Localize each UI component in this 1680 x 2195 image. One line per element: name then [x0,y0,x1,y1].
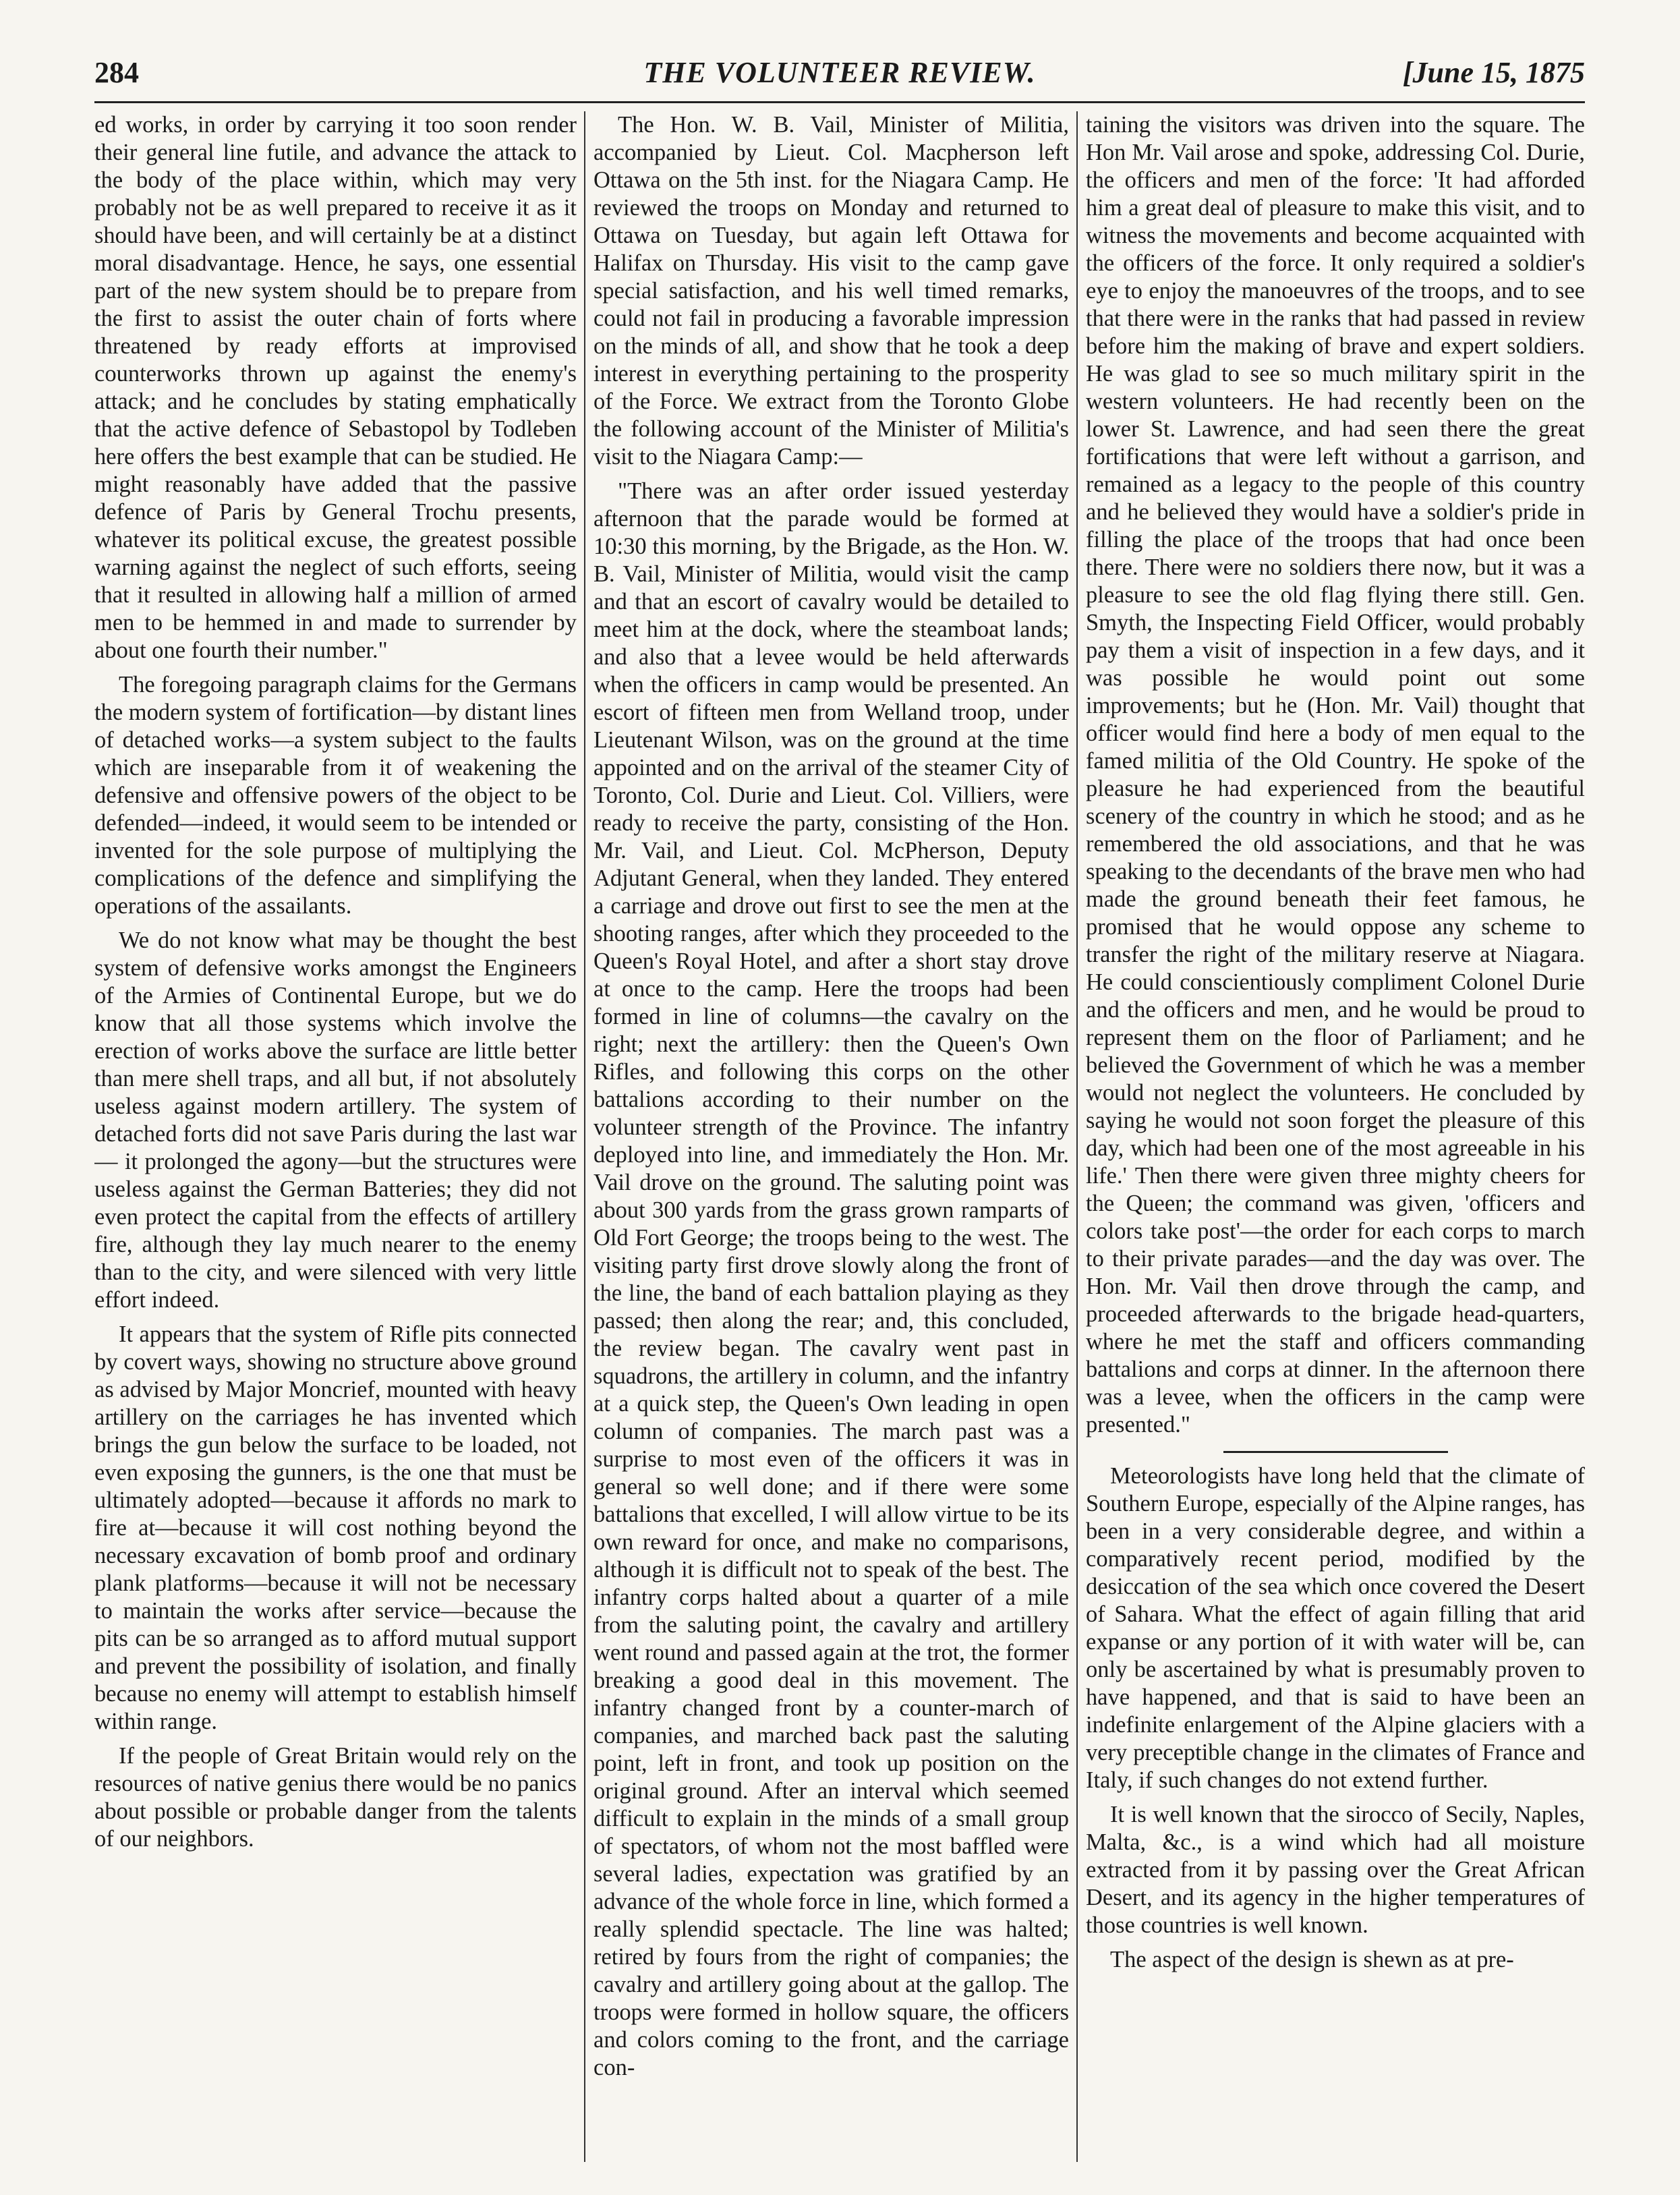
page-number: 284 [94,56,139,89]
column-divider [584,111,585,2162]
paragraph: taining the visitors was driven into the square. The Hon Mr. Vail arose and spoke, addressing Col. Durie, the officers and men of the force: 'It had afforded him a great deal of pleasure to make this visit, and to witness the movements and become acquainted with the officers of the force. It only required a soldier's eye to enjoy the manoeuvres of the troops, and to see that there were in the ranks that had passed in review before him the making of brave and expert soldiers. He was glad to see so much military spirit in the western volunteers. He had recently been on the lower St. Lawrence, and had seen there the great fortifications that were left without a garrison, and remained as a legacy to the people of this country and he believed they would have a soldier's pride in filling the place of the troops that had once been there. There were no soldiers there now, but it was a pleasure to see the old flag flying there still. Gen. Smyth, the Inspecting Field Officer, would probably pay them a visit of inspection in a few days, and it was possible he would point out some improvements; but he (Hon. Mr. Vail) thought that officer would find here a body of men equal to the famed militia of the Old Country. He spoke of the pleasure he had experienced from the beautiful scenery of the country in which he stood; and as he remembered the old associations, and that he was speaking to the decendants of the brave men who had made the ground beneath their feet famous, he promised that he would oppose any scheme to transfer the right of the military reserve at Niagara. He could conscientiously compliment Colonel Durie and the officers and men, and he would be proud to represent them on the floor of Parliament; and he believed the Government of which he was a member would not neglect the volunteers. He concluded by saying he would not soon forget the pleasure of this day, which had been one of the most agreeable in his life.' Then there were given three mighty cheers for the Queen; the command was given, 'officers and colors take post'—the order for each corps to march to their private parades—and the day was over. The Hon. Mr. Vail then drove through the camp, and proceeded afterwards to the brigade head-quarters, where he met the staff and officers commanding battalions and corps at dinner. In the afternoon there was a levee, when the officers in the camp were presented." [1086,112,1585,1437]
column-right [1086,111,1585,2162]
paragraph: We do not know what may be thought the best system of defensive works amongst the Engineers of the Armies of Continental Europe, but we do know that all those systems which involve the erection of works above the surface are little better than mere shell traps, and all but, if not absolutely useless against modern artillery. The system of detached forts did not save Paris during the last war— it prolonged the agony—but the structures were useless against the German Batteries; they did not even protect the capital from the effects of artillery fire, although they lay much nearer to the enemy than to the city, and were silenced with very little effort indeed. [94,928,577,1313]
header-rule [94,101,1585,103]
publication-title: THE VOLUNTEER REVIEW. [643,56,1036,89]
issue-date: [June 15, 1875 [1402,56,1585,89]
column-divider [1076,111,1078,2162]
paragraph: It appears that the system of Rifle pits connected by covert ways, showing no structure above ground as advised by Major Moncrief, mounted with heavy artillery on the carriages he has invented which brings the gun below the surface to be loaded, not even exposing the gunners, is the one that must be ultimately adopted—because it affords no mark to fire at—because it will cost nothing beyond the necessary excavation of bomb proof and ordinary plank platforms—because it will not be necessary to maintain the works after service—because the pits can be so arranged as to afford mutual support and prevent the possibility of isolation, and finally because no enemy will attempt to establish himself within range. [94,1321,577,1734]
article-separator [1223,1451,1448,1453]
paragraph: ed works, in order by carrying it too soon render their general line futile, and advance the attack to the body of the place within, which may very probably not be as well prepared to receive it as it should have been, and will certainly be at a distinct moral disadvantage. Hence, he says, one essential part of the new system should be to prepare from the first to assist the outer chain of forts where threatened by ready efforts at improvised counterworks thrown up against the enemy's attack; and he concludes by stating emphatically that the active defence of Sebastopol by Todleben here offers the best example that can be studied. He might reasonably have added that the passive defence of Paris by General Trochu presents, whatever its political excuse, the greatest possible warning against the neglect of such efforts, seeing that it resulted in allowing half a million of armed men to be hemmed in and made to surrender by about one fourth their number." [94,112,577,663]
paragraph: The foregoing paragraph claims for the Germans the modern system of fortification—by distant lines of detached works—a system subject to the faults which are inseparable from it of weakening the defensive and offensive powers of the object to be defended—indeed, it would seem to be intended or invented for the sole purpose of multiplying the complications of the defence and simplifying the operations of the assailants. [94,672,577,919]
column-middle [593,111,1069,2162]
paragraph: The Hon. W. B. Vail, Minister of Militia, accompanied by Lieut. Col. Macpherson left Ottawa on the 5th inst. for the Niagara Camp. He reviewed the troops on Monday and returned to Ottawa on Tuesday, but again left Ottawa for Halifax on Thursday. His visit to the camp gave special satisfaction, and his well timed remarks, could not fail in producing a favorable impression on the minds of all, and show that he took a deep interest in everything pertaining to the prosperity of the Force. We extract from the Toronto Globe the following account of the Minister of Militia's visit to the Niagara Camp:— [593,112,1069,469]
column-left [94,111,577,2162]
paragraph: It is well known that the sirocco of Secily, Naples, Malta, &c., is a wind which had all moisture extracted from it by passing over the Great African Desert, and its agency in the higher temperatures of those countries is well known. [1086,1802,1585,1938]
paragraph: If the people of Great Britain would rely on the resources of native genius there would be no panics about possible or probable danger from the talents of our neighbors. [94,1743,577,1852]
page-header [94,55,1585,96]
paragraph: The aspect of the design is shewn as at pre- [1110,1947,1514,1972]
paragraph: "There was an after order issued yesterday afternoon that the parade would be formed at 10:30 this morning, by the Brigade, as the Hon. W. B. Vail, Minister of Militia, would visit the camp and that an escort of cavalry would be detailed to meet him at the dock, where the steamboat lands; and also that a levee would be held afterwards when the officers in camp would be presented. An escort of fifteen men from Welland troop, under Lieutenant Wilson, was on the ground at the time appointed and on the arrival of the steamer City of Toronto, Col. Durie and Lieut. Col. Villiers, were ready to receive the party, consisting of the Hon. Mr. Vail, and Lieut. Col. McPherson, Deputy Adjutant General, when they landed. They entered a carriage and drove out first to see the men at the shooting ranges, after which they proceeded to the Queen's Royal Hotel, and after a short stay drove at once to the camp. Here the troops had been formed in line of columns—the cavalry on the right; next the artillery: then the Queen's Own Rifles, and following this corps on the other battalions according to their number on the volunteer strength of the Province. The infantry deployed into line, and immediately the Hon. Mr. Vail drove on the ground. The saluting point was about 300 yards from the grass grown ramparts of Old Fort George; the troops being to the west. The visiting party first drove slowly along the front of the line, the band of each battalion playing as they passed; then along the rear; and, this concluded, the review began. The cavalry went past in squadrons, the artillery in column, and the infantry at a quick step, the Queen's Own leading in open column of companies. The march past was a surprise to most even of the officers it was in general so well done; and if there were some battalions that excelled, I will allow virtue to be its own reward for once, and make no comparisons, although it is difficult not to speak of the best. The infantry corps halted about a quarter of a mile from the saluting point, the cavalry and artillery went round and passed again at the trot, the former breaking a good deal in this movement. The infantry changed front by a counter-march of companies, and marched back past the saluting point, left in front, and took up position on the original ground. After an interval which seemed difficult to explain in the minds of a small group of spectators, of whom not the most baffled were several ladies, expectation was gratified by an advance of the whole force in line, which formed a really splendid spectacle. The line was halted; retired by fours from the right of companies; the cavalry and artillery going about at the gallop. The troops were formed in hollow square, the officers and colors coming to the front, and the carriage con- [593,478,1069,2080]
paragraph: Meteorologists have long held that the climate of Southern Europe, especially of the Alpine ranges, has been in a very considerable degree, and within a comparatively recent period, modified by the desiccation of the sea which once covered the Desert of Sahara. What the effect of again filling that arid expanse or any portion of it with water will be, can only be ascertained by what is presumably proven to have happened, and that is said to have been an indefinite enlargement of the Alpine glaciers with a very preceptible change in the climates of France and Italy, if such changes do not extend further. [1086,1463,1585,1793]
